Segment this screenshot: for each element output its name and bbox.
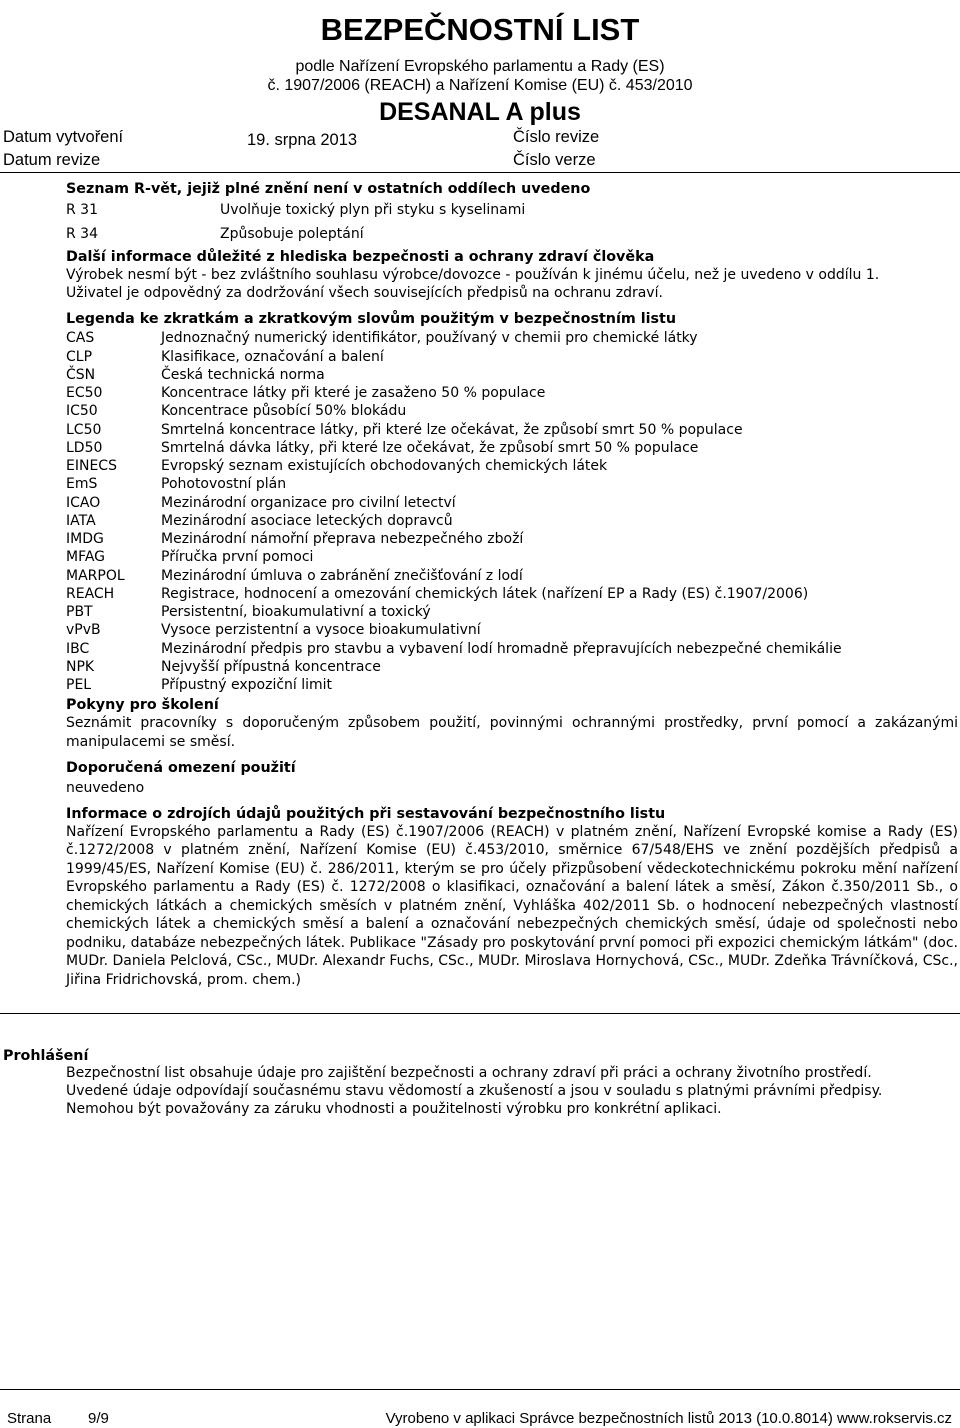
legend-text: Mezinárodní námořní přeprava nebezpečného zboží: [161, 531, 524, 548]
producer-note: Vyrobeno v aplikaci Správce bezpečnostních listů 2013 (10.0.8014) www.rokservis.cz: [385, 1410, 952, 1427]
sources-divider: [0, 1013, 960, 1014]
legend-code: MARPOL: [66, 567, 125, 584]
legend-row: [66, 439, 958, 457]
section-content: [66, 180, 958, 989]
legend-text: Vysoce perzistentní a vysoce bioakumulativní: [161, 622, 481, 639]
legend-text: Klasifikace, označování a balení: [161, 348, 384, 365]
legend-row: [66, 384, 958, 402]
legend-code: IBC: [66, 640, 90, 657]
legend-text: Mezinárodní úmluva o zabránění znečišťování z lodí: [161, 567, 523, 584]
legend-code: MFAG: [66, 549, 106, 566]
declaration-heading: Prohlášení: [3, 1048, 89, 1064]
legend-row: [66, 621, 958, 639]
declaration-line-2: Uvedené údaje odpovídají současnému stavu vědomostí a zkušeností a jsou v souladu s platnými právními předpisy.: [66, 1083, 883, 1100]
legend-code: CLP: [66, 348, 93, 365]
legend-text: Koncentrace látky při které je zasaženo 50 % populace: [161, 385, 546, 402]
legend-heading: Legenda ke zkratkám a zkratkovým slovům použitým v bezpečnostním listu: [66, 311, 677, 328]
legend-list: [66, 329, 958, 694]
legend-row: [66, 512, 958, 530]
other-info-heading: Další informace důležité z hlediska bezpečnosti a ochrany zdraví člověka: [66, 249, 655, 265]
legend-code: ČSN: [66, 366, 96, 383]
legend-text: Persistentní, bioakumulativní a toxický: [161, 604, 431, 621]
legend-text: Jednoznačný numerický identifikátor, používaný v chemii pro chemické látky: [161, 330, 698, 347]
declaration-line-1: Bezpečnostní list obsahuje údaje pro zajištění bezpečnosti a ochrany zdraví při práci a ochrany životního prostředí.: [66, 1065, 872, 1081]
revision-date-label: Datum revize: [3, 151, 101, 169]
legend-row: [66, 348, 958, 366]
other-info-line-1: Výrobek nesmí být - bez zvláštního souhlasu výrobce/dovozce - používán k jinému účelu, než je uvedeno v oddílu 1.: [66, 267, 880, 283]
legend-code: EmS: [66, 476, 98, 493]
legend-code: IMDG: [66, 531, 104, 548]
legend-row: [66, 366, 958, 384]
legend-text: Mezinárodní předpis pro stavbu a vybavení lodí hromadně přepravujících nebezpečné chemikálie: [161, 640, 842, 657]
legend-code: vPvB: [66, 622, 101, 639]
page-number: 9/9: [88, 1410, 109, 1427]
regulation-line-2: č. 1907/2006 (REACH) a Nařízení Komise (EU) č. 453/2010: [267, 77, 693, 94]
r-phrase-text: Uvolňuje toxický plyn při styku s kyselinami: [220, 202, 526, 218]
legend-row: [66, 329, 958, 347]
training-text: Seznámit pracovníky s doporučeným způsobem použití, povinnými ochrannými prostředky, první pomocí a zakázanými manipulacemi se směsí.: [66, 715, 958, 750]
r-phrase-text: Způsobuje poleptání: [220, 226, 364, 242]
header-divider: [0, 172, 960, 173]
r-phrase-row: [66, 198, 958, 222]
legend-code: LC50: [66, 421, 102, 438]
declaration-block: [66, 1064, 958, 1119]
legend-code: EINECS: [66, 458, 117, 475]
legend-code: LD50: [66, 439, 103, 456]
regulation-line-1: podle Nařízení Evropského parlamentu a Rady (ES): [295, 58, 665, 75]
legend-text: Nejvyšší přípustná koncentrace: [161, 658, 381, 675]
legend-row: [66, 676, 958, 694]
sources-heading: Informace o zdrojích údajů použitých při sestavování bezpečnostního listu: [66, 805, 666, 822]
legend-code: IATA: [66, 512, 96, 529]
sources-text: Nařízení Evropského parlamentu a Rady (ES) č.1907/2006 (REACH) v platném znění, Nařízení Evropské komise a Rady (ES) č.1272/2008 v platném znění, Nařízení Komise (EU) č.453/2010, směrnice 67/548/EHS ve znění pozdějších předpisů a 1999/45/ES, Nařízení Komise (EU) č. 286/2011, kterým se pro účely přizpůsobení vědeckotechnickému pokroku mění nařízení Evropského parlamentu a Rady (ES) č. 1272/2008 o klasifikaci, označování a balení látek a směsí, Zákon č.350/2011 Sb., o chemických látkách a chemických směsích v platném znění, Vyhláška 402/2011 Sb. o hodnocení nebezpečných vlastností chemických látek a chemických směsí a balení a označování nebezpečných chemických směsí, údaje od společnosti nebo podniku, databáze nebezpečných látek. Publikace "Zásady pro poskytování první pomoci při expozici chemickým látkám" (doc. MUDr. Daniela Pelclová, CSc., MUDr. Alexandr Fuchs, CSc., MUDr. Miroslava Hornychová, CSc., MUDr. Zdeňka Trávníčková, CSc., Jiřina Fridrichovská, prom. chem.): [66, 823, 958, 988]
created-label: Datum vytvoření: [3, 128, 124, 146]
legend-code: ICAO: [66, 494, 101, 511]
other-info-line-2: Uživatel je odpovědný za dodržování všech souvisejících předpisů na ochranu zdraví.: [66, 285, 663, 302]
legend-code: IC50: [66, 403, 98, 420]
legend-text: Pohotovostní plán: [161, 476, 287, 493]
legend-text: Příručka první pomoci: [161, 549, 314, 566]
revision-number-label: Číslo revize: [513, 128, 600, 146]
legend-row: [66, 494, 958, 512]
legend-text: Smrtelná dávka látky, při které lze očekávat, že způsobí smrt 50 % populace: [161, 439, 699, 456]
legend-text: Mezinárodní asociace leteckých dopravců: [161, 512, 453, 529]
training-heading: Pokyny pro školení: [66, 697, 219, 714]
document-title: BEZPEČNOSTNÍ LIST: [320, 12, 640, 47]
legend-row: [66, 457, 958, 475]
legend-row: [66, 402, 958, 420]
legend-row: [66, 640, 958, 658]
legend-row: [66, 548, 958, 566]
r-phrases-heading: Seznam R-vět, jejiž plné znění není v ostatních oddílech uvedeno: [66, 181, 591, 197]
product-name: DESANAL A plus: [379, 98, 581, 126]
footer-divider: [0, 1389, 960, 1390]
legend-row: [66, 530, 958, 548]
legend-text: Mezinárodní organizace pro civilní letectví: [161, 494, 456, 511]
legend-text: Koncentrace působící 50% blokádu: [161, 403, 407, 420]
legend-row: [66, 603, 958, 621]
legend-row: [66, 421, 958, 439]
legend-code: NPK: [66, 658, 95, 675]
legend-text: Evropský seznam existujících obchodovaných chemických látek: [161, 458, 608, 475]
declaration-line-3: Nemohou být považovány za záruku vhodnosti a použitelnosti výrobku pro konkrétní aplikaci.: [66, 1101, 722, 1118]
legend-code: EC50: [66, 385, 103, 402]
legend-text: Česká technická norma: [161, 366, 325, 383]
legend-code: PBT: [66, 604, 93, 621]
legend-row: [66, 567, 958, 585]
version-label: Číslo verze: [513, 151, 596, 169]
r-phrase-row: [66, 222, 958, 246]
page-label: Strana: [7, 1410, 52, 1427]
legend-row: [66, 658, 958, 676]
r-phrase-code: R 34: [66, 226, 98, 242]
legend-row: [66, 475, 958, 493]
legend-code: REACH: [66, 585, 115, 602]
legend-text: Přípustný expoziční limit: [161, 677, 333, 694]
legend-row: [66, 585, 958, 603]
legend-code: CAS: [66, 330, 95, 347]
r-phrase-code: R 31: [66, 202, 98, 218]
legend-code: PEL: [66, 677, 92, 694]
restrictions-heading: Doporučená omezení použití: [66, 760, 296, 777]
legend-text: Smrtelná koncentrace látky, při které lze očekávat, že způsobí smrt 50 % populace: [161, 421, 743, 438]
restrictions-text: neuvedeno: [66, 780, 145, 797]
created-value: 19. srpna 2013: [247, 131, 358, 149]
legend-text: Registrace, hodnocení a omezování chemických látek (nařízení EP a Rady (ES) č.1907/2006): [161, 585, 809, 602]
